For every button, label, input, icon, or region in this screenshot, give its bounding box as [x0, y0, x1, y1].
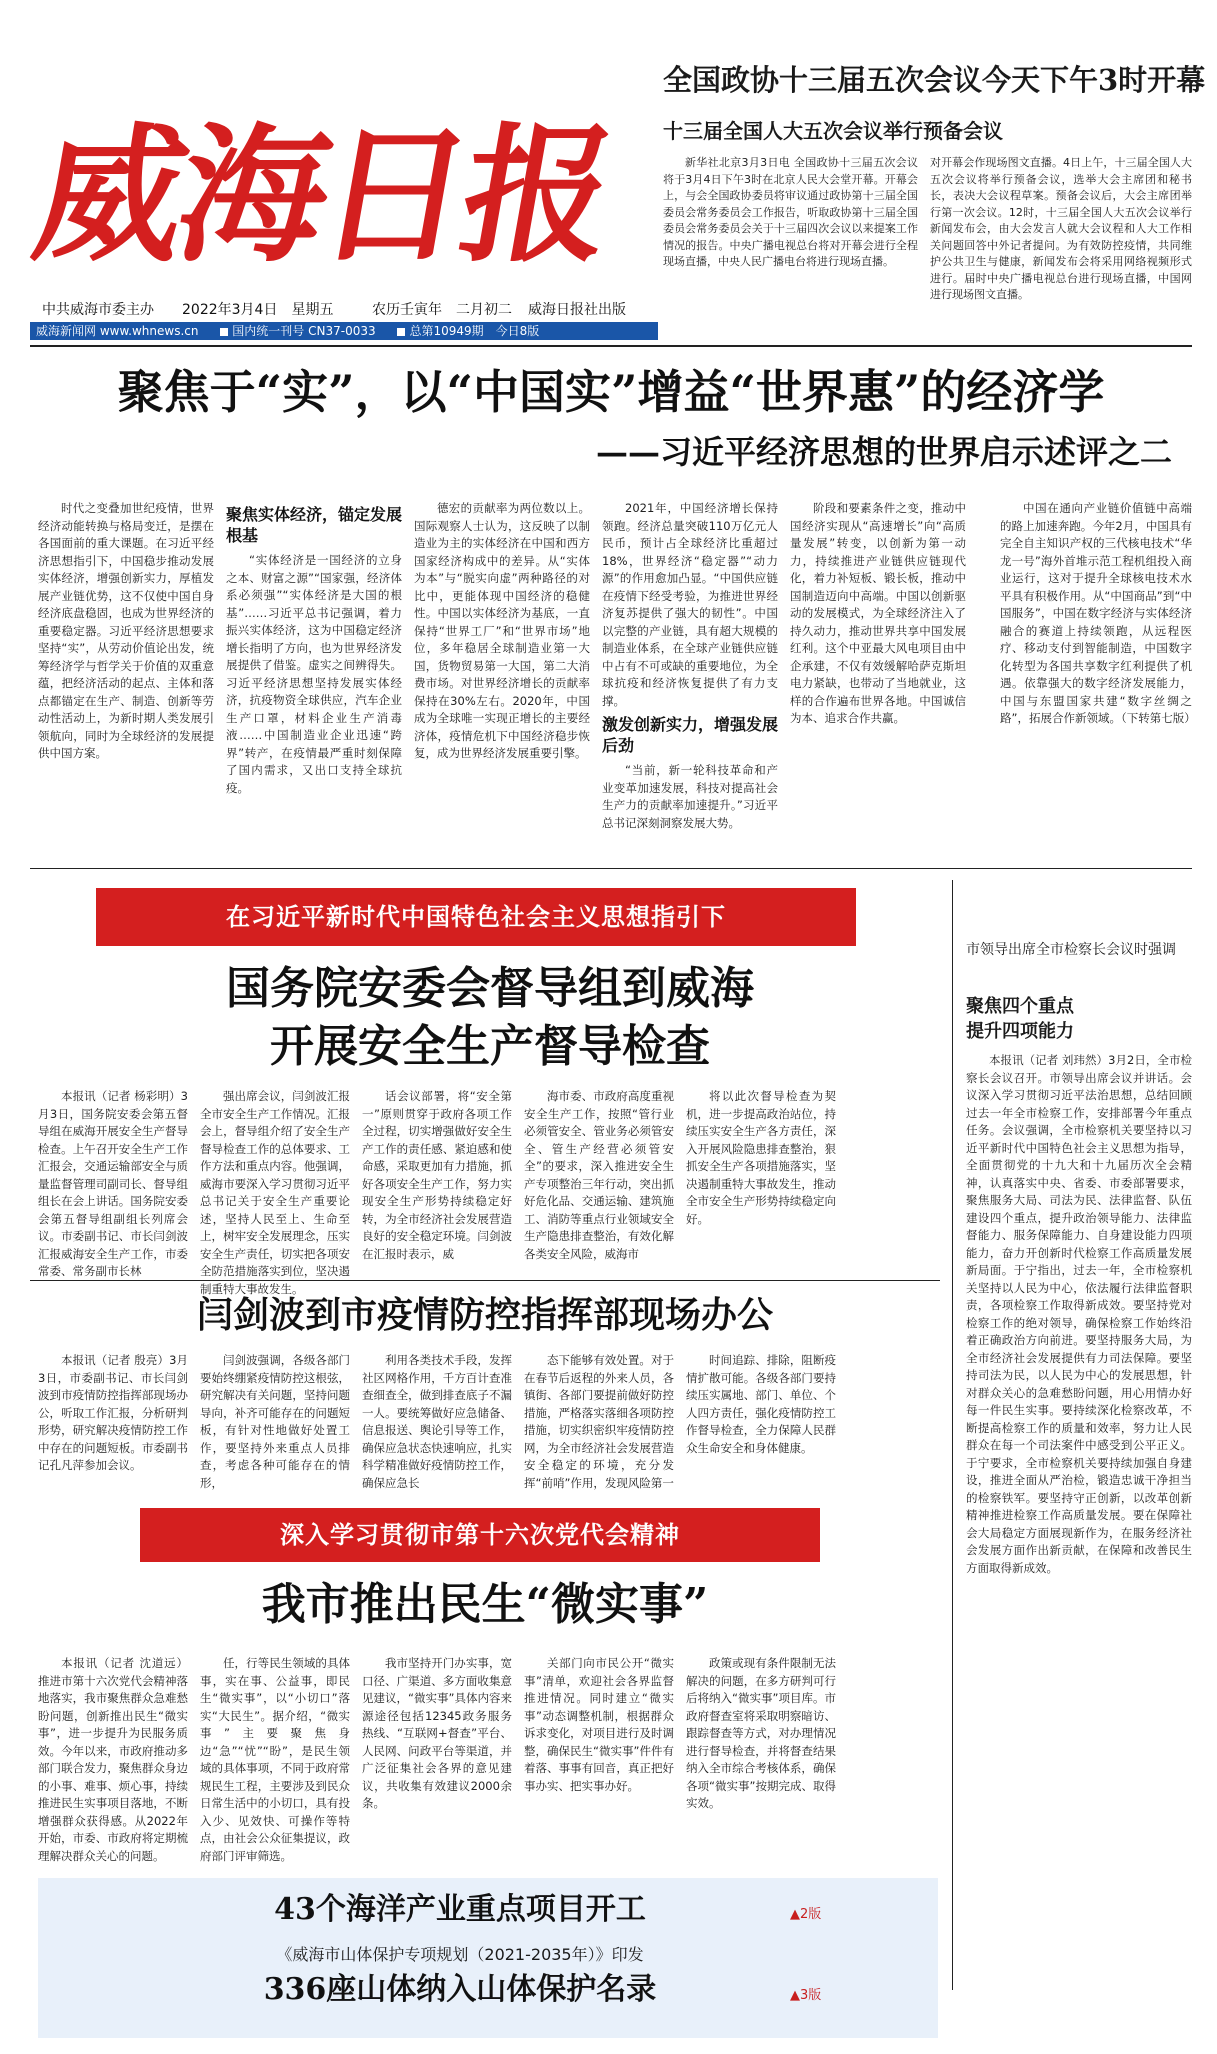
right-sub2: 提升四项能力 — [966, 1021, 1074, 1042]
section2-col-3: 利用各类技术手段，发挥社区网格作用，千方百计查准查细查全，做到排查底子不漏一人。要统筹做好应急储备、信息报送、舆论引导等工作，确保应急状态快速响应，扎实科学精准做好疫情防控工作，确保应急长 — [362, 1353, 512, 1490]
lead-col-4: 2021年，中国经济增长保持领跑。经济总量突破110万亿元人民币，预计占全球经济比重超过18%，世界经济“稳定器”“动力源”的作用愈加凸显。“中国供应链在疫情下经受考验，为推进世界经济复苏提供了强大的韧性”。中国以完整的产业链，具有超大规模的制造业体系，在全球产业链供应链中占有不可或缺的重要地位，为全球抗疫和经济恢复提供了有力支撑。 激发创新实力，增强发展后劲 “当前，新一轮科技革命和产业变革加速发展，科技对提高社会生产力的贡献率加速提升。”习近平总书记深刻洞察发展大势。 — [602, 501, 779, 830]
issn-label: 国内统一刊号 CN37-0033 — [232, 324, 376, 338]
lead-col-3: 德宏的贡献率为两位数以上。国际观察人士认为，这反映了以制造业为主的实体经济在中国和西方国家经济构成中的差异。从“实体为本”与“脱实向虚”两种路径的对比中，更能体现中国经济的稳健性。中国以实体经济为基底，一直保持“世界工厂”和“世界市场”地位，多年稳居全球制造业第一大国，货物贸易第一大国，第二大消费市场。对世界经济增长的贡献率保持在30%左右。2020年，中国成为全球唯一实现正增长的主要经济体，疫情危机下中国经济稳步恢复，成为世界经济发展重要引擎。 — [414, 501, 590, 760]
masthead-date: 2022年3月4日 星期五 — [182, 302, 334, 318]
section1-col-2: 强出席会议，闫剑波汇报全市安全生产工作情况。汇报会上，督导组介绍了安全生产督导检查工作的总体要求、工作方法和重点内容。他强调，威海市要深入学习贯彻习近平总书记关于安全生产重要论述，坚持人民至上、生命至上，树牢安全发展理念，压实安全生产责任，切实把各项安全防范措施落实到位，坚决遏制重特大事故发生。 — [200, 1089, 350, 1296]
section1-col-3: 话会议部署，将“安全第一”原则贯穿于政府各项工作全过程，切实增强做好安全生产工作的责任感、紧迫感和使命感，采取更加有力措施，抓好各项安全生产工作，努力实现安全生产形势持续稳定好转，为全市经济社会发展营造良好的安全稳定环境。闫剑波在汇报时表示，威 — [362, 1089, 512, 1261]
issue-label: 总第10949期 今日8版 — [409, 324, 540, 338]
top-body-left: 新华社北京3月3日电 全国政协十三届五次会议将于3月4日下午3时在北京人民大会堂开幕。开幕会上，与会全国政协委员将审议通过政协第十三届全国委员会常务委员会工作报告，听取政协第十三届全国委员会常务委员会关于十三届四次会议以来提案工作情况的报告。中央广播电视总台将对开幕会进行全程现场直播，中央人民广播电台将进行现场直播。 — [663, 156, 918, 268]
masthead-logo: 威海日报 — [22, 108, 622, 282]
right-body: 本报讯（记者 刘玮然）3月2日，全市检察长会议召开。市领导出席会议并讲话。会议深入学习贯彻习近平法治思想，总结回顾过去一年全市检察工作，安排部署今年重点任务。会议强调，全市检察机关要坚持以习近平新时代中国特色社会主义思想为指导，全面贯彻党的十九大和十九届历次全会精神，认真落实中央、省委、市委部署要求，聚焦服务大局、司法为民、法律监督、队伍建设四个重点，提升政治领导能力、法律监督能力、服务保障能力、自身建设能力四项能力，奋力开创新时代检察工作高质量发展新局面。于宁指出，过去一年，全市检察机关坚持以人民为中心，依法履行法律监督职责，各项检察工作取得新成效。要坚持党对检察工作的绝对领导，确保检察工作始终沿着正确政治方向前进。要坚持服务大局，为全市经济社会发展提供有力司法保障。要坚持司法为民，以人民为中心的发展思想，针对群众关心的急难愁盼问题，用心用情办好每一件民生实事。要持续深化检察改革，不断提高检察工作的质量和效率，努力让人民群众在每一个司法案件中感受到公平正义。于宁要求，全市检察机关要持续加强自身建设，推进全面从严治检，锻造忠诚干净担当的检察铁军。要坚持守正创新，以改革创新精神推进检察工作高质量发展。要在保障社会大局稳定方面展现新作为，在服务经济社会发展方面作出新贡献，在保障和改善民生方面取得新成效。 — [966, 1053, 1192, 1575]
section1-col-4: 海市委、市政府高度重视安全生产工作，按照“管行业必须管安全、管业务必须管安全、管生产经营必须管安全”的要求，深入推进安全生产专项整治三年行动，突出抓好危化品、交通运输、建筑施工、消防等重点行业领域安全生产隐患排查整治，有效化解各类安全风险，威海市 — [524, 1089, 674, 1261]
lead-title: 聚焦于“实”，以“中国实”增益“世界惠”的经济学 — [117, 365, 1105, 419]
section2-col-1: 本报讯（记者 殷亮）3月3日，市委副书记、市长闫剑波到市疫情防控指挥部现场办公，听取工作汇报，分析研判形势，研究解决疫情防控工作中存在的问题短板。市委副书记孔凡萍参加会议。 — [38, 1353, 188, 1472]
right-sub1: 聚焦四个重点 — [966, 996, 1074, 1017]
top-body-right: 对开幕会作现场图文直播。4日上午，十三届全国人大五次会议将举行预备会议，选举大会主席团和秘书长，表决大会议程草案。预备会议后，大会主席团举行第一次会议。12时，十三届全国人大五次会议举行新闻发布会，由大会发言人就大会议程和人大工作相关问题回答中外记者提问。为有效防控疫情，共同维护公共卫生与健康，新闻发布会将采用网络视频形式进行。届时中央广播电视总台进行现场直播，中国网进行现场图文直播。 — [930, 156, 1192, 301]
top-headline: 全国政协十三届五次会议今天下午3时开幕 — [663, 63, 1206, 97]
section2-col-4: 态下能够有效处置。对于在春节后返程的外来人员，各镇街、各部门要提前做好防控措施，严格落实落细各项防控措施，切实织密织牢疫情防控网，为全市经济社会发展营造安全稳定的环境，充分发挥“前哨”作用，发现风险第一 — [524, 1353, 674, 1490]
lead-col-6: 中国在通向产业链价值链中高端的路上加速奔跑。今年2月，中国具有完全自主知识产权的三代核电技术“华龙一号”海外首堆示范工程机组投入商业运行，这对于提升全球核电技术水平具有积极作用。从“中国商品”到“中国服务”，中国在数字经济与实体经济融合的赛道上持续领跑，从远程医疗、移动支付到智能制造，中国数字化转型为各国共享数字红利提供了机遇。依靠强大的数字经济发展能力，中国与东盟国家共建“数字丝绸之路”，拓展合作新领域。（下转第七版） — [1000, 501, 1196, 725]
masthead-info-strip — [30, 322, 658, 340]
section3-col-2: 任，行等民生领域的具体事，实在事、公益事，即民生“微实事”，以“小切口”落实“大民生”。据介绍，“微实事”主要聚焦身边“急”“忧”“盼”，是民生领域的具体事项，不同于政府常规民生工程，主要涉及到民众日常生活中的小切口，具有投入少、见效快、可操作等特点，由社会公众征集提议，政府部门评审筛选。 — [200, 1656, 350, 1863]
section1-col-5: 将以此次督导检查为契机，进一步提高政治站位，持续压实安全生产各方责任，深入开展风险隐患排查整治，狠抓安全生产各项措施落实，坚决遏制重特大事故发生，推动全市安全生产形势持续稳定向好。 — [686, 1089, 836, 1226]
masthead-lunar: 农历壬寅年 二月初二 — [372, 302, 512, 318]
lead-subtitle: ——习近平经济思想的世界启示述评之二 — [595, 433, 1172, 471]
masthead-sponsor: 中共威海市委主办 — [42, 302, 154, 318]
section3-col-4: 关部门向市民公开“微实事”清单，欢迎社会各界监督推进情况。同时建立“微实事”动态调整机制，根据群众诉求变化，对项目进行及时调整，确保民生“微实事”件件有着落、事事有回音，真正把好事办实、把实事办好。 — [524, 1656, 674, 1793]
section1-title-line2: 开展安全生产督导检查 — [270, 1021, 710, 1072]
section3-band: 深入学习贯彻市第十六次党代会精神 — [140, 1508, 820, 1562]
masthead-publisher: 威海日报社出版 — [528, 302, 626, 318]
site-label: 威海新闻网 www.whnews.cn — [36, 324, 199, 338]
right-headline: 市领导出席全市检察长会议时强调 — [966, 942, 1176, 958]
lead-col-1: 时代之变叠加世纪疫情，世界经济动能转换与格局变迁，是摆在各国面前的重大课题。在习近平经济思想指引下，中国稳步推动发展实体经济，增强创新实力，厚植发展产业链优势，这不仅使中国自身经济底盘稳固，也成为世界经济的重要稳定器。习近平经济思想要求坚持“实”，从劳动价值论出发，统筹经济学与哲学关于价值的双重意蕴，把经济活动的起点、主体和落点都锚定在生产、制造、创新等劳动性活动上，为新时期人类发展引领航向，同时为全球经济的发展提供中国方案。 — [38, 501, 214, 760]
section2-title: 闫剑波到市疫情防控指挥部现场办公 — [196, 1294, 773, 1336]
section3-title: 我市推出民生“微实事” — [261, 1579, 709, 1630]
square-icon — [220, 328, 228, 336]
top-subheadline: 十三届全国人大五次会议举行预备会议 — [663, 119, 1003, 143]
square-icon — [397, 328, 405, 336]
section2-col-2: 闫剑波强调，各级各部门要始终绷紧疫情防控这根弦，研究解决有关问题，坚持问题导向，补齐可能存在的问题短板，有针对性地做好处置工作，要坚持外来重点人员排查，考虑各种可能存在的情形， — [200, 1353, 350, 1490]
section3-col-5: 政策或现有条件限制无法解决的问题，在多方研判可行后将纳入“微实事”项目库。市政府督查室将采取明察暗访、跟踪督查等方式，对办理情况进行督导检查，并将督查结果纳入全市综合考核体系，确保各项“微实事”按期完成、取得实效。 — [686, 1656, 836, 1810]
section1-col-1: 本报讯（记者 杨彩明）3月3日，国务院安委会第五督导组在威海开展安全生产督导检查。上午召开安全生产工作汇报会，交通运输部安全与质量监督管理司副司长、督导组组长在会上讲话。国务院安委会第五督导组副组长列席会议。市委副书记、市长闫剑波汇报威海安全生产工作，市委常委、常务副市长林 — [38, 1089, 188, 1278]
section1-title-line1: 国务院安委会督导组到威海 — [226, 963, 754, 1014]
teaser-item2-page[interactable]: ▲3版 — [790, 1988, 822, 2003]
section1-band: 在习近平新时代中国特色社会主义思想指引下 — [96, 888, 856, 946]
section3-col-1: 本报讯（记者 沈道远）推进市第十六次党代会精神落地落实，我市聚焦群众急难愁盼问题，创新推出民生“微实事”，进一步提升为民服务质效。今年以来，市政府推动多部门联合发力，聚焦群众身边的小事、难事、烦心事，持续推进民生实事项目落地，不断增强群众获得感。从2022年开始，市委、市政府将定期梳理解决群众关心的问题。 — [38, 1656, 188, 1863]
section2-col-5: 时间追踪、排除，阻断疫情扩散可能。各级各部门要持续压实属地、部门、单位、个人四方责任，强化疫情防控工作督导检查，全力保障人民群众生命安全和身体健康。 — [686, 1353, 836, 1455]
teaser-item1-page[interactable]: ▲2版 — [790, 1907, 822, 1922]
lead-col2-subhead: 聚焦实体经济，锚定发展根基 — [226, 505, 403, 545]
section3-col-3: 我市坚持开门办实事，宽口径、广渠道、多方面收集意见建议，“微实事”具体内容来源途径包括12345政务服务热线、“互联网+督查”平台、人民网、问政平台等渠道，并广泛征集社会各界的意见建议，共收集有效建议2000余条。 — [362, 1656, 512, 1810]
teaser-item2-kicker: 《威海市山体保护专项规划（2021-2035年）》印发 — [276, 1945, 644, 1964]
lead-col4-subhead: 激发创新实力，增强发展后劲 — [602, 715, 779, 755]
lead-col-2: 聚焦实体经济，锚定发展根基 “实体经济是一国经济的立身之本、财富之源”“国家强，经济体系必须强”“实体经济是大国的根基”……习近平总书记强调，着力振兴实体经济，这为中国稳定经济增长指明了方向，也为世界经济发展提供了借鉴。虚实之间辨得失。习近平经济思想坚持发展实体经济，抗疫物资全球供应，汽车企业生产口罩，材料企业生产消毒液……中国制造业企业迅速“跨界”转产，在疫情最严重时刻保障了国内需求，又出口支持全球抗疫。 — [226, 505, 403, 795]
teaser-item2[interactable]: 336座山体纳入山体保护名录 — [263, 1972, 657, 2007]
lead-col-5: 阶段和要素条件之变，推动中国经济实现从“高速增长”向“高质量发展”转变，以创新为第一动力，持续推进产业链供应链现代化，着力补短板、锻长板，推动中国制造迈向中高端。中国以创新驱动的发展模式，为全球经济注入了持久动力，推动世界共享中国发展红利。这个中亚最大风电项目由中企承建，不仅有效缓解哈萨克斯坦电力紧缺，也带动了当地就业，这样的合作遍布世界各地。中国诚信为本、追求合作共赢。 — [790, 501, 966, 725]
teaser-item1[interactable]: 43个海洋产业重点项目开工 — [274, 1892, 646, 1927]
